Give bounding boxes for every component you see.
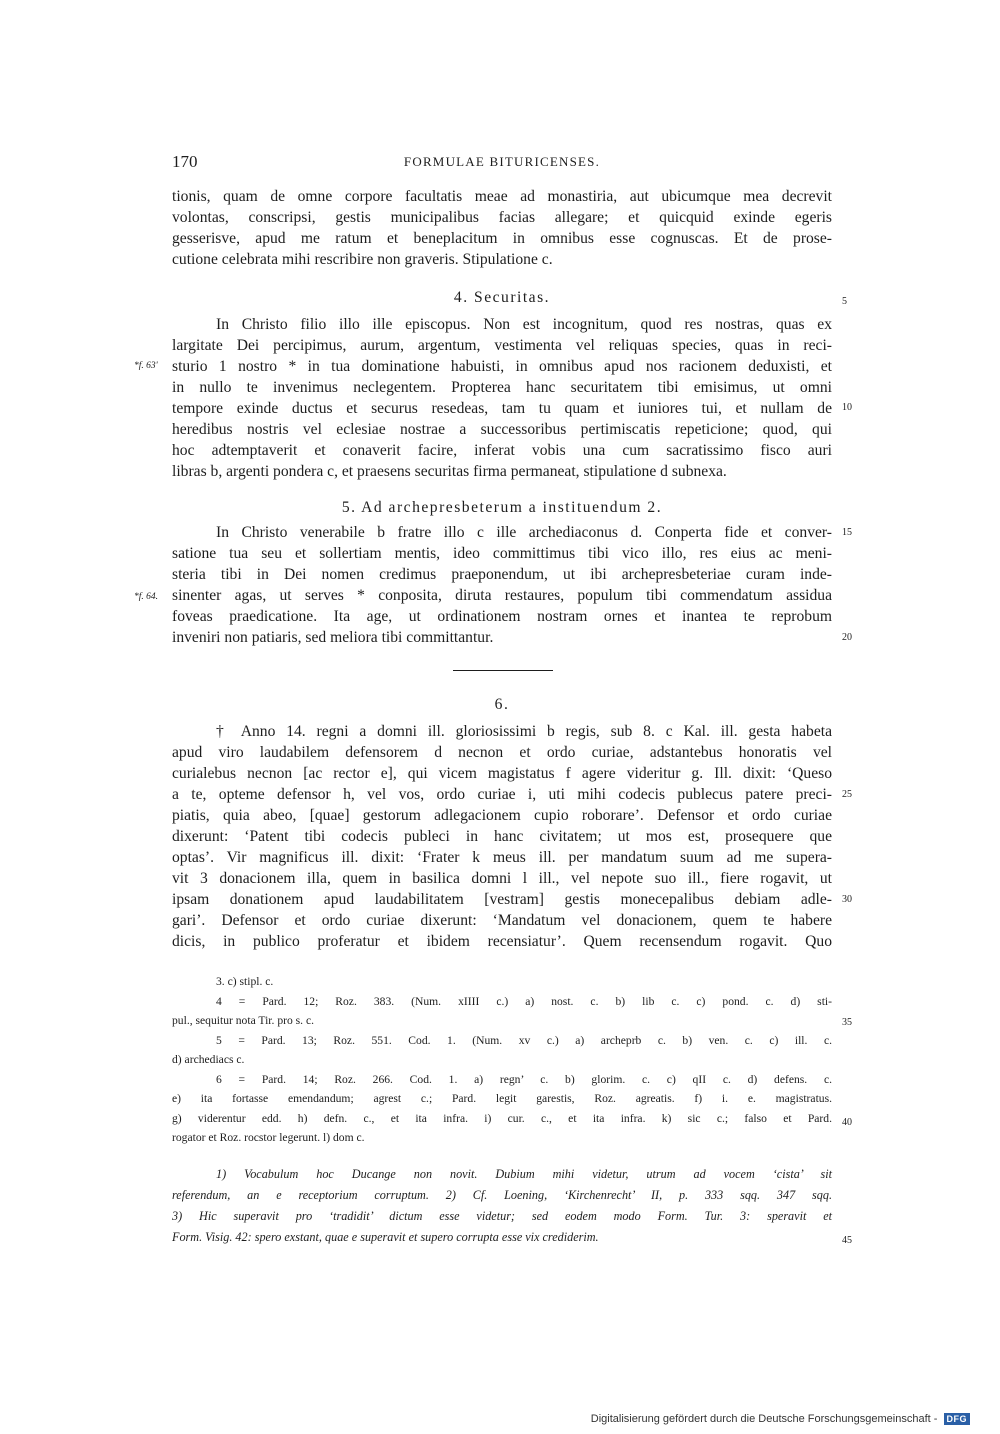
text-line: sturio 1 nostro * in tua dominatione habuisti, in omnibus apud nos racionem deduxisti, et [172, 358, 832, 375]
text-line: libras b, argenti pondera c, et praesens securitas firma permaneat, stipulatione d subnexa. [172, 463, 727, 480]
folio-reference: *f. 64. [134, 592, 159, 602]
opening-paragraph [172, 186, 832, 270]
apparatus-line: rogator et Roz. rocstor legerunt. l) dom c. [172, 1131, 365, 1144]
text-line: volontas, conscripsi, gestis municipalibus facias allegare; et quicquid exinde egeris [172, 209, 832, 226]
section-5-text [172, 522, 832, 648]
line-number: 20 [842, 632, 852, 643]
text-line: gari’. Defensor et ordo curiae dixerunt: ‘Mandatum vel donacionem, quem te habere [172, 912, 832, 929]
text-line: sinenter agas, ut serves * conposita, diruta restaures, populum tibi commendatum assidua [172, 587, 832, 604]
text-line: In Christo filio illo ille episcopus. Non est incognitum, quod res nostras, quas ex [216, 316, 832, 333]
text-line: vit 3 donacionem illa, quem in basilica domni l ill., vel nepote suo ill., fiere rogavit, ut [172, 870, 832, 887]
page-number: 170 [172, 152, 198, 171]
text-line: In Christo venerabile b fratre illo c ille archediaconus d. Conperta fide et conver- [216, 524, 832, 541]
note-line: Form. Visig. 42: spero exstant, quae e superavit et supero corrupta esse vix crediderim. [172, 1230, 599, 1244]
line-number: 40 [842, 1117, 852, 1128]
critical-apparatus [172, 972, 832, 1148]
page-header [172, 152, 832, 180]
text-line: tionis, quam de omne corpore facultatis meae ad monastiria, aut ubicumque mea decrevit [172, 188, 832, 205]
text-line: apud viro laudabilem defensorem d necnon et ordo curiae, adstantebus honoratis vel [172, 744, 832, 761]
note-line: referendum, an e receptorium corruptum. 2) Cf. Loening, ‘Kirchenrecht’ II, p. 333 sqq. 347 sqq. [172, 1188, 832, 1202]
text-line: † Anno 14. regni a domni ill. gloriosissimi b regis, sub 8. c Kal. ill. gesta habeta [216, 723, 832, 740]
line-number: 35 [842, 1017, 852, 1028]
text-line: satione tua seu et sollertiam mentis, ideo committimus tibi vico illo, res eius ac meni- [172, 545, 832, 562]
running-title: FORMULAE BITURICENSES. [403, 154, 601, 169]
dfg-logo-icon: DFG [944, 1413, 971, 1425]
section-heading-4: 4. Securitas. [453, 289, 551, 306]
section-heading-5: 5. Ad archepresbeterum a instituendum 2. [341, 499, 663, 516]
apparatus-line: 3. c) stipl. c. [216, 975, 274, 988]
apparatus-line: d) archediacs c. [172, 1053, 245, 1066]
text-line: gesserisve, apud me ratum et beneplacitum in omnibus esse cognuscas. Et de prose- [172, 230, 832, 247]
apparatus-line: e) ita fortasse emendandum; agrest c.; Pard. legit garestis, Roz. agreatis. f) i. e. magistratus. [172, 1092, 832, 1105]
text-line: optas’. Vir magnificus ill. dixit: ‘Frater k meus ill. per mandatum suum ad me supera- [172, 849, 832, 866]
text-line: hoc adtemptaverit et conaverit facire, inferat vobis una cum sacratissimo fisco auri [172, 442, 832, 459]
line-number: 30 [842, 894, 852, 905]
text-line: dicis, in publico proferatur et ibidem recensiatur’. Quem recensendum rogavit. Quo [172, 933, 832, 950]
text-line: piatis, quia abeo, [quae] gestorum adlegacionem cupio roborare’. Defensor et ordo curiae [172, 807, 832, 824]
line-number: 10 [842, 402, 852, 413]
folio-reference: *f. 63' [134, 361, 158, 371]
apparatus-line: pul., sequitur nota Tir. pro s. c. [172, 1014, 315, 1027]
text-line: tempore exinde ductus et securus resedeas, tam tu quam et iuniores tui, et nullam de [172, 400, 832, 417]
text-line: ipsam donationem apud laudabilitatem [vestram] gestis monecepalibus debiam adle- [172, 891, 832, 908]
apparatus-line: g) viderentur edd. h) defn. c., et ita infra. i) cur. c., et ita infra. k) sic c.; falso et Pard. [172, 1111, 832, 1125]
text-line: dixerunt: ‘Patent tibi codecis publeci in hanc civitatem; ut mos est, prosequere que [172, 828, 832, 845]
text-line: a te, opteme defensor h, vel vos, ordo curiae i, uti mihi codecis publecus patere preci- [172, 786, 832, 803]
section-4-text [172, 314, 832, 482]
section-divider [453, 670, 553, 671]
digitization-credit [591, 1413, 970, 1425]
section-6-text [172, 721, 832, 952]
text-line: foveas praedicatione. Ita age, ut ordinationem nostram ornes et inantea te reprobum [172, 608, 832, 625]
section-heading-6: 6. [494, 696, 510, 713]
text-line: steria tibi in Dei nomen credimus praeponendum, ut ibi archepresbeteriae curam inde- [172, 566, 832, 583]
apparatus-line: 6 = Pard. 14; Roz. 266. Cod. 1. a) regn’ c. b) glorim. c. c) qII c. d) defens. c. [216, 1072, 832, 1086]
text-line: largitate Dei percipimus, aurum, argentum, vestimenta vel reliquas species, quas in reci- [172, 337, 832, 354]
credit-text: Digitalisierung gefördert durch die Deutsche Forschungsgemeinschaft - [590, 1413, 938, 1425]
apparatus-line: 5 = Pard. 13; Roz. 551. Cod. 1. (Num. xv c.) a) archeprb c. b) ven. c. c) ill. c. [216, 1033, 832, 1047]
line-number: 45 [842, 1235, 852, 1246]
apparatus-line: 4 = Pard. 12; Roz. 383. (Num. xIIII c.) a) nost. c. b) lib c. c) pond. c. d) sti- [216, 994, 832, 1008]
text-line: in nullo te invenimus neclegentem. Propterea hanc securitatem tibi emisimus, ut omni [172, 379, 832, 396]
line-number: 5 [842, 296, 847, 307]
text-line: heredibus nostris vel eclesiae nostrae a successoribus pertimiscatis repeticione; quod, qui [172, 421, 832, 438]
note-line: 3) Hic superavit pro ‘tradidit’ dictum esse videtur; sed eodem modo Form. Tur. 3: speravit et [172, 1209, 832, 1223]
text-line: cutione celebrata mihi rescribire non graveris. Stipulatione c. [172, 251, 553, 268]
text-line: inveniri non patiaris, sed meliora tibi committantur. [172, 629, 494, 646]
text-line: curialebus necnon [ac rector e], qui vicem magistatus f agere videritur g. Ill. dixit: ‘Queso [172, 765, 832, 782]
line-number: 25 [842, 789, 852, 800]
explanatory-notes [172, 1164, 832, 1248]
line-number: 15 [842, 527, 852, 538]
note-line: 1) Vocabulum hoc Ducange non novit. Dubium mihi videtur, utrum ad vocem ‘cista’ sit [216, 1167, 832, 1181]
